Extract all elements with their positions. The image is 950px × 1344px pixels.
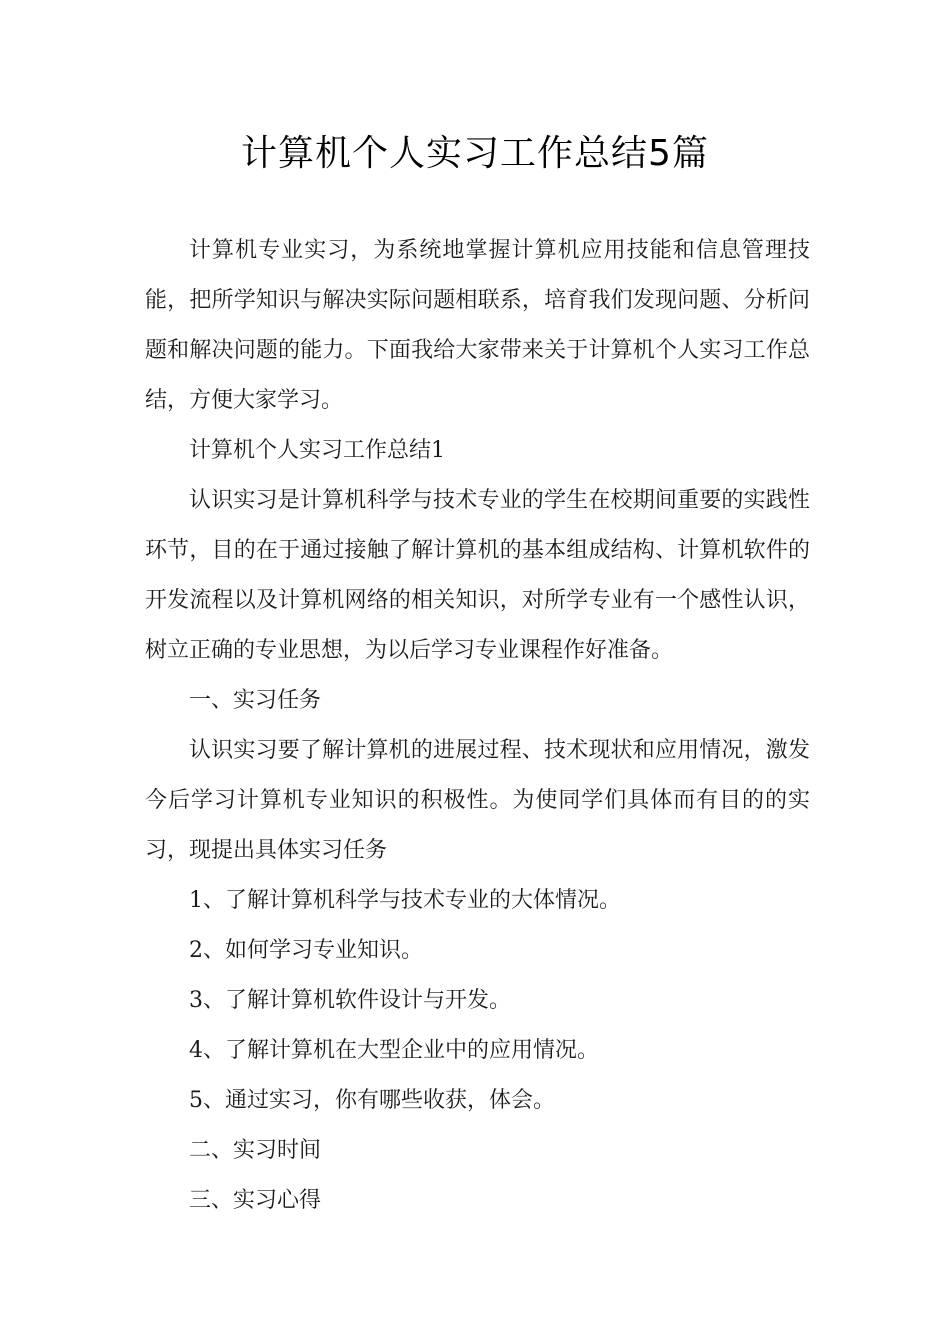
summary-1-paragraph: 认识实习是计算机科学与技术专业的学生在校期间重要的实践性环节，目的在于通过接触了解计算机的基本组成结构、计算机软件的开发流程以及计算机网络的相关知识，对所学专业有一个感性认识，树立正确的专业思想，为以后学习专业课程作好准备。: [145, 488, 810, 663]
document-title: 计算机个人实习工作总结5篇: [241, 133, 709, 174]
task-item-4: 4、了解计算机在大型企业中的应用情况。: [189, 1038, 599, 1063]
heading-internship-experience: 三、实习心得: [189, 1188, 322, 1213]
section-heading-summary-1: 计算机个人实习工作总结1: [189, 438, 445, 463]
heading-internship-tasks: 一、实习任务: [189, 688, 322, 713]
task-item-5: 5、通过实习，你有哪些收获，体会。: [189, 1088, 555, 1113]
task-item-1: 1、了解计算机科学与技术专业的大体情况。: [189, 888, 621, 913]
task-item-2: 2、如何学习专业知识。: [189, 938, 423, 963]
task-item-3: 3、了解计算机软件设计与开发。: [189, 988, 511, 1013]
tasks-paragraph: 认识实习要了解计算机的进展过程、技术现状和应用情况，激发今后学习计算机专业知识的积极性。为使同学们具体而有目的的实习，现提出具体实习任务: [145, 738, 810, 863]
document-body: [145, 226, 810, 1226]
intro-paragraph: 计算机专业实习，为系统地掌握计算机应用技能和信息管理技能，把所学知识与解决实际问题相联系，培育我们发现问题、分析问题和解决问题的能力。下面我给大家带来关于计算机个人实习工作总结，方便大家学习。: [145, 238, 810, 413]
heading-internship-time: 二、实习时间: [189, 1138, 322, 1163]
